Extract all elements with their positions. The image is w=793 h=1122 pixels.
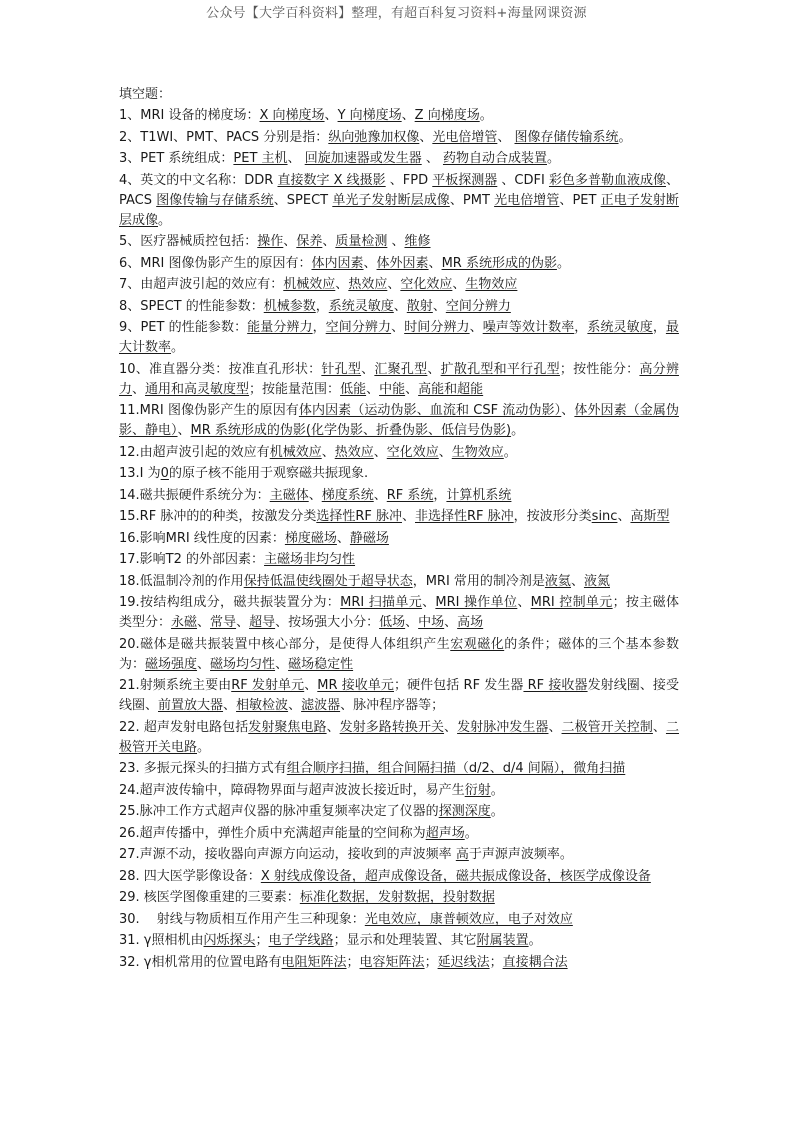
answer-text: 常导 xyxy=(210,615,237,630)
question-text: 。 xyxy=(197,739,211,755)
question-item xyxy=(119,910,679,930)
question-text: 。 xyxy=(546,151,560,166)
answer-text: 中能 xyxy=(379,381,406,397)
question-text: 18.低温制冷剂的作用 xyxy=(119,573,244,589)
question-text: ， xyxy=(652,320,666,335)
question-text: 、 xyxy=(419,129,433,145)
question-text: 30. 射线与物质相互作用产生三种现象： xyxy=(119,911,365,927)
question-text: 6、MRI 图像伪影产生的原因有： xyxy=(119,255,312,271)
question-text: 、 xyxy=(321,444,335,460)
question-text: ； xyxy=(489,954,503,970)
question-text: 、 xyxy=(427,361,441,377)
question-text: 、 xyxy=(438,444,452,460)
section-heading: 填空题： xyxy=(119,87,172,102)
question-text: 、SPECT xyxy=(273,192,333,208)
question-text: ， xyxy=(433,487,447,503)
answer-text: 生物效应 xyxy=(451,444,504,460)
question-text: 31. γ照相机由 xyxy=(119,933,204,948)
answer-text: 热效应 xyxy=(334,444,374,460)
question-text: 。 xyxy=(511,423,525,438)
answer-text: 平板探测器 xyxy=(432,172,498,188)
page-header: 公众号【大学百科资料】整理，有超百科复习资料+海量网课资源 xyxy=(206,6,587,21)
question-text: ；按主磁体类型分： xyxy=(119,595,679,630)
question-text: 、 xyxy=(275,656,289,672)
answer-text: 电容矩阵法 xyxy=(359,954,425,970)
answer-text: 低场 xyxy=(379,615,406,630)
answer-text: 空间分辨力 xyxy=(325,320,392,335)
question-text: 、 xyxy=(324,108,338,123)
question-text: 、 xyxy=(393,298,407,314)
question-text: 、 xyxy=(373,487,387,503)
question-item xyxy=(119,931,679,951)
answer-text: MR 接收单元 xyxy=(317,678,394,693)
question-item xyxy=(119,953,679,973)
answer-text: 选择性RF 脉冲 xyxy=(316,509,402,524)
answer-text: 永磁 xyxy=(171,615,198,630)
question-text: 、 xyxy=(405,381,419,397)
answer-text: 噪声等效计数率 xyxy=(482,320,575,335)
question-text: 发射线圈、接受线圈、 xyxy=(119,678,679,713)
question-text: 14.磁共振硬件系统分为： xyxy=(119,487,270,503)
answer-text: 彩色多普勒血液成像 xyxy=(548,172,666,188)
question-text: 29. 核医学图像重建的三要素： xyxy=(119,890,300,905)
question-text: 4、英文的中文名称：DDR xyxy=(119,172,278,188)
answer-text: 系统灵敏度 xyxy=(587,320,653,335)
answer-text: 高 xyxy=(455,847,469,862)
question-text: 、 xyxy=(304,678,318,693)
answer-text: 纵向弛豫加权像 xyxy=(328,129,420,145)
question-text: 、 xyxy=(517,595,531,610)
document-body xyxy=(119,85,679,974)
answer-text: 汇聚孔型 xyxy=(374,361,428,377)
answer-text: 空化效应 xyxy=(386,444,439,460)
question-text: 15.RF 脉冲的的种类，按激发分类 xyxy=(119,509,317,524)
answer-text: 体内因素 xyxy=(311,255,364,271)
answer-text: 电阻矩阵法 xyxy=(281,954,347,970)
answer-text: MRI 操作单位 xyxy=(435,595,518,610)
question-item xyxy=(119,318,679,358)
question-text: 、 xyxy=(444,719,458,735)
answer-text: MR 系统形成的伪影(化学伪影、折叠伪影、低信号伪影) xyxy=(190,423,512,438)
answer-text: 光电倍增管 xyxy=(494,192,560,208)
answer-text: 回旋加速器或发生器 xyxy=(304,151,422,166)
answer-text: 高分辨力 xyxy=(119,361,679,397)
question-text: 9、PET 的性能参数： xyxy=(119,320,248,335)
question-item xyxy=(119,254,679,274)
question-text: 5、医疗器械质控包括： xyxy=(119,234,258,249)
question-text: 、 xyxy=(283,234,297,249)
question-text: 、 xyxy=(469,320,483,335)
answer-text: 高场 xyxy=(457,615,484,630)
question-text: 11.MRI 图像伪影产生的原因有 xyxy=(119,403,299,418)
question-text: 、 xyxy=(288,698,302,713)
question-text: 。 xyxy=(490,804,504,819)
question-text: 、CDFI xyxy=(497,172,549,188)
question-text: 、FPD xyxy=(385,172,433,188)
answer-text: RF 接收器 xyxy=(523,678,588,693)
question-text: 。 xyxy=(479,108,493,123)
answer-text: 热效应 xyxy=(348,277,388,292)
answer-text: 中场 xyxy=(418,615,445,630)
question-text: 、 xyxy=(236,615,250,630)
question-text: 24.超声波传输中，障碍物界面与超声波波长接近时，易产生 xyxy=(119,782,465,798)
answer-text: PET 主机 xyxy=(233,151,288,166)
answer-text: 超导 xyxy=(249,615,276,630)
answer-text: 组合顺序扫描，组合间隔扫描（d/2、d/4 间隔），微角扫描 xyxy=(286,761,626,776)
question-text: 、 xyxy=(444,615,458,630)
answer-text: 药物自动合成装置 xyxy=(442,151,547,166)
question-text: ； xyxy=(346,954,360,970)
answer-text: MRI 控制单元 xyxy=(530,595,613,610)
question-list xyxy=(119,106,679,973)
question-item xyxy=(119,676,679,716)
answer-text: 最大计数率 xyxy=(119,320,679,355)
question-text: 、 xyxy=(652,719,666,735)
answer-text: 闪烁探头 xyxy=(203,933,256,948)
question-text: 、PMT xyxy=(449,192,495,208)
answer-text: 光电效应，康普顿效应，电子对效应 xyxy=(364,911,573,927)
question-item xyxy=(119,759,679,779)
answer-text: 正电子发射断层成像 xyxy=(119,192,679,228)
question-item xyxy=(119,149,679,169)
answer-text: 标准化数据，发射数据，投射数据 xyxy=(299,890,495,905)
answer-text: 维修 xyxy=(404,234,431,249)
question-text: 。 xyxy=(171,340,185,355)
answer-text: 保养 xyxy=(296,234,323,249)
question-text: 10、准直器分类：按准直孔形状： xyxy=(119,361,322,377)
answer-text: Y 向梯度场 xyxy=(337,108,402,123)
question-text: 、 xyxy=(391,320,405,335)
question-item xyxy=(119,781,679,801)
question-text: 1、MRI 设备的梯度场： xyxy=(119,108,260,123)
answer-text: 时间分辨力 xyxy=(404,320,470,335)
question-text: ， xyxy=(312,320,326,335)
answer-text: 发射脉冲发生器 xyxy=(457,719,549,735)
answer-text: 针孔型 xyxy=(321,361,362,377)
answer-text: 扩散孔型和平行孔型 xyxy=(440,361,560,377)
question-text: 8、SPECT 的性能参数： xyxy=(119,298,264,314)
answer-text: sinc xyxy=(591,509,618,524)
answer-text: 主磁体 xyxy=(269,487,309,503)
question-item xyxy=(119,171,679,231)
answer-text: 液氮 xyxy=(583,573,610,589)
question-text: 、 xyxy=(617,509,631,524)
answer-text: 光电倍增管 xyxy=(432,129,498,145)
question-text: 23. 多振元探头的扫描方式有 xyxy=(119,761,287,776)
question-item xyxy=(119,106,679,126)
question-text: 2、T1WI、PMT、PACS 分别是指： xyxy=(119,129,329,145)
question-item xyxy=(119,802,679,822)
answer-text: 体外因素（金属伪影、静电） xyxy=(119,403,679,438)
answer-text: 空化效应 xyxy=(400,277,453,292)
question-text: 于声源声波频率。 xyxy=(468,847,573,862)
question-text: 、脉冲程序器等； xyxy=(340,698,445,713)
answer-text: 梯度系统 xyxy=(321,487,374,503)
question-text: ，MRI 常用的制冷剂是 xyxy=(412,573,545,589)
question-text: 22. 超声发射电路包括 xyxy=(119,719,249,735)
answer-text: MRI 扫描单元 xyxy=(340,595,423,610)
question-text: 12.由超声波引起的效应有 xyxy=(119,444,270,460)
question-item xyxy=(119,486,679,506)
question-text: 。 xyxy=(503,444,517,460)
question-text: ，按波形分类 xyxy=(513,509,592,524)
answer-text: 计算机系统 xyxy=(446,487,512,503)
question-text: 、 xyxy=(373,444,387,460)
question-text: 28. 四大医学影像设备： xyxy=(119,868,261,884)
question-text: 、 xyxy=(366,381,380,397)
question-item xyxy=(119,824,679,844)
answer-text: 直接耦合法 xyxy=(502,954,568,970)
answer-text: 探测深度 xyxy=(438,804,491,819)
answer-text: 质量检测 xyxy=(335,234,388,249)
answer-text: MR 系统形成的伪影 xyxy=(441,255,557,271)
question-text: 的原子核不能用于观察磁共振现象. xyxy=(168,466,369,481)
question-item xyxy=(119,845,679,865)
question-text: 13.I 为 xyxy=(119,466,161,481)
question-text: 、 xyxy=(401,108,415,123)
question-text: 、 xyxy=(548,719,562,735)
question-text: 7、由超声波引起的效应有： xyxy=(119,277,284,292)
question-text: ；显示和处理装置、其它 xyxy=(333,933,477,948)
question-text: 、 xyxy=(428,255,442,271)
question-text: 、 xyxy=(132,381,146,397)
answer-text: 体外因素 xyxy=(376,255,429,271)
question-text: 、 xyxy=(561,403,575,418)
question-item xyxy=(119,593,679,633)
question-text: 、 xyxy=(197,656,211,672)
answer-text: 二极管开关电路 xyxy=(119,719,679,755)
answer-text: 磁场稳定性 xyxy=(288,656,354,672)
answer-text: 发射聚焦电路 xyxy=(248,719,327,735)
question-text: 。 xyxy=(490,782,504,798)
answer-text: 单光子发射断层成像 xyxy=(332,192,450,208)
question-text: 21.射频系统主要由 xyxy=(119,678,232,693)
answer-text: 非选择性RF 脉冲 xyxy=(415,509,514,524)
question-text: 、 xyxy=(421,151,443,166)
question-text: 、 xyxy=(387,234,405,249)
answer-text: 衍射 xyxy=(464,782,491,798)
answer-text: 二极管开关控制 xyxy=(561,719,653,735)
question-text: ； xyxy=(424,954,438,970)
answer-text: X 向梯度场 xyxy=(259,108,325,123)
answer-text: 静磁场 xyxy=(349,530,389,546)
question-text: 、 xyxy=(177,423,191,438)
question-item xyxy=(119,507,679,527)
question-text: 17.影响T2 的外部因素： xyxy=(119,552,265,567)
question-text: 、 xyxy=(432,298,446,314)
question-text: 、 xyxy=(387,277,401,292)
answer-text: 滤波器 xyxy=(301,698,341,713)
question-text: 、 xyxy=(361,361,375,377)
question-text: 、 xyxy=(452,277,466,292)
answer-text: RF 系统 xyxy=(386,487,434,503)
answer-text: 高斯型 xyxy=(630,509,670,524)
answer-text: 附属装置 xyxy=(476,933,529,948)
question-text: 3、PET 系统组成： xyxy=(119,151,234,166)
answer-text: 机械参数 xyxy=(263,298,316,314)
question-text: 。 xyxy=(556,255,570,271)
question-item xyxy=(119,275,679,295)
question-text: 26.超声传播中，弹性介质中充满超声能量的空间称为 xyxy=(119,825,426,841)
question-text: 、 xyxy=(335,277,349,292)
question-text: 、 xyxy=(308,487,322,503)
question-text: 。 xyxy=(528,933,542,948)
answer-text: 机械效应 xyxy=(283,277,336,292)
answer-text: 图像存储传输系统 xyxy=(514,129,619,145)
question-item xyxy=(119,572,679,592)
answer-text: 高能和超能 xyxy=(418,381,484,397)
answer-text: 宏观磁化 xyxy=(450,636,505,652)
question-text: ；按性能分： xyxy=(559,361,640,377)
question-item xyxy=(119,529,679,549)
answer-text: 生物效应 xyxy=(465,277,518,292)
answer-text: 梯度磁场 xyxy=(284,530,337,546)
question-text: 。 xyxy=(464,825,478,841)
question-item xyxy=(119,867,679,887)
question-text: 、PET xyxy=(559,192,601,208)
question-text: ， xyxy=(574,320,588,335)
answer-text: 相敏检波 xyxy=(236,698,289,713)
question-text: 、 xyxy=(326,719,340,735)
answer-text: 通用和高灵敏度型 xyxy=(145,381,250,397)
question-item xyxy=(119,635,679,675)
answer-text: 发射多路转换开关 xyxy=(339,719,445,735)
question-text: 、 xyxy=(497,129,515,145)
answer-text: 散射 xyxy=(406,298,433,314)
question-text: ；硬件包括 RF 发生器 xyxy=(394,678,524,693)
answer-text: Z 向梯度场 xyxy=(414,108,480,123)
answer-text: X 射线成像设备，超声成像设备，磁共振成像设备，核医学成像设备 xyxy=(260,868,651,884)
question-text: 的条件；磁体的三个基本参数为： xyxy=(119,636,679,672)
question-text: 20.磁体是磁共振装置中核心部分，是使得人体组织产生 xyxy=(119,636,451,652)
answer-text: 操作 xyxy=(257,234,284,249)
answer-text: 保持低温使线圈处于超导状态 xyxy=(243,573,413,589)
answer-text: 图像传输与存储系统 xyxy=(156,192,274,208)
question-text: 、 xyxy=(570,573,584,589)
answer-text: 0 xyxy=(160,466,169,481)
answer-text: 空间分辨力 xyxy=(445,298,511,314)
question-text: 、 xyxy=(287,151,305,166)
answer-text: 主磁场非均匀性 xyxy=(264,552,356,567)
question-text: 32. γ相机常用的位置电路有 xyxy=(119,954,282,970)
question-item xyxy=(119,401,679,441)
question-text: 、 xyxy=(197,615,211,630)
answer-text: 前置放大器 xyxy=(158,698,224,713)
answer-text: 机械效应 xyxy=(269,444,322,460)
question-item xyxy=(119,128,679,148)
question-text: 、 xyxy=(322,234,336,249)
question-text: 、 xyxy=(223,698,237,713)
question-item xyxy=(119,360,679,400)
question-item xyxy=(119,888,679,908)
question-text: ；按能量范围： xyxy=(249,381,341,397)
answer-text: 液氦 xyxy=(544,573,571,589)
answer-text: 磁场均匀性 xyxy=(210,656,276,672)
answer-text: 磁场强度 xyxy=(145,656,198,672)
question-text: ； xyxy=(255,933,269,948)
question-text: 27.声源不动，接收器向声源方向运动，接收到的声波频率 xyxy=(119,847,456,862)
question-item xyxy=(119,718,679,758)
question-text: 。 xyxy=(158,212,172,228)
question-text: 。 xyxy=(618,129,632,145)
question-item xyxy=(119,464,679,484)
answer-text: 低能 xyxy=(340,381,367,397)
question-item xyxy=(119,550,679,570)
answer-text: 直接数字 X 线摄影 xyxy=(277,172,386,188)
question-text: 19.按结构组成分，磁共振装置分为： xyxy=(119,595,341,610)
question-item xyxy=(119,232,679,252)
answer-text: 能量分辨力 xyxy=(247,320,313,335)
answer-text: 电子学线路 xyxy=(268,933,334,948)
question-text: 16.影响MRI 线性度的因素： xyxy=(119,530,285,546)
question-text: 、 xyxy=(336,530,350,546)
question-text: 、 xyxy=(405,615,419,630)
question-item xyxy=(119,297,679,317)
answer-text: 延迟线法 xyxy=(437,954,490,970)
question-item xyxy=(119,443,679,463)
question-text: 25.脉冲工作方式超声仪器的脉冲重复频率决定了仪器的 xyxy=(119,804,439,819)
question-text: 、PACS xyxy=(119,172,679,208)
answer-text: 超声场 xyxy=(425,825,465,841)
answer-text: RF 发射单元 xyxy=(231,678,305,693)
answer-text: 系统灵敏度 xyxy=(328,298,394,314)
question-text: 、 xyxy=(401,509,415,524)
question-text: 、 xyxy=(363,255,377,271)
answer-text: 体内因素（运动伪影、血流和 CSF 流动伪影） xyxy=(298,403,562,418)
question-text: 、 xyxy=(422,595,436,610)
question-text: 、按场强大小分： xyxy=(275,615,380,630)
question-text: ， xyxy=(315,298,329,314)
